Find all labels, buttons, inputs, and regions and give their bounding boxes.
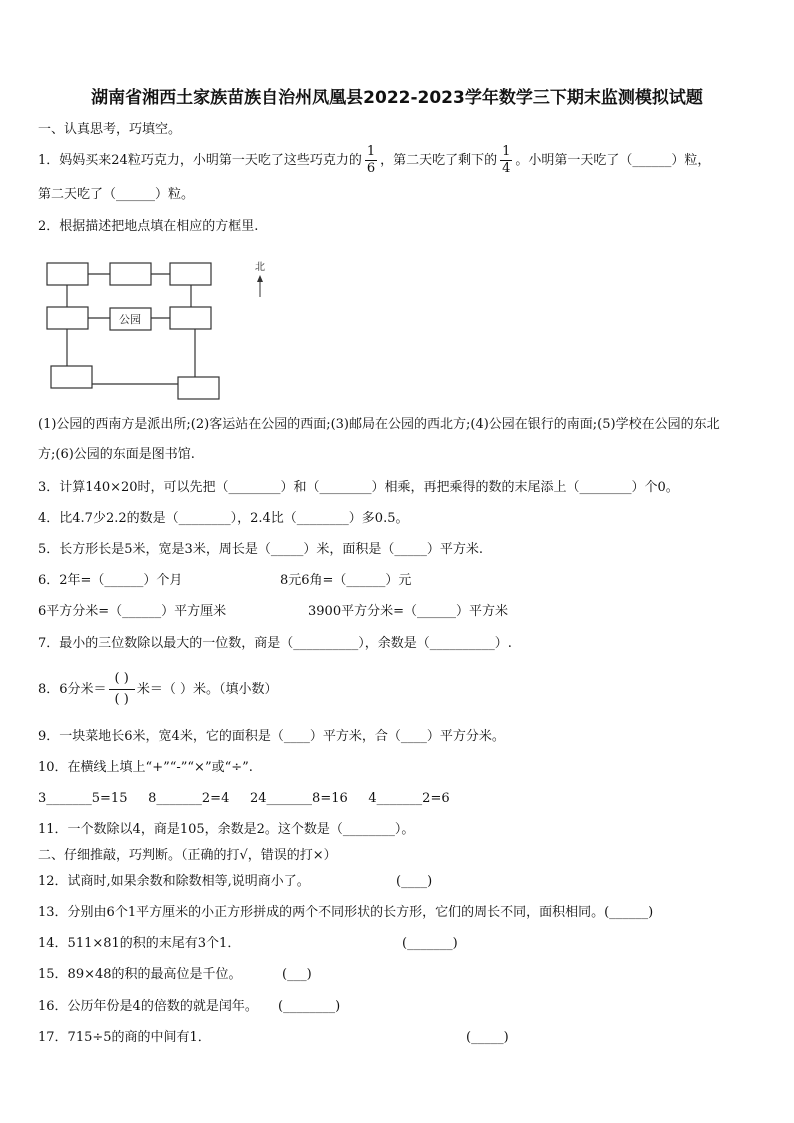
question-17-answer-blank: (_____) [466, 1030, 509, 1045]
question-14: 14．511×81的积的末尾有3个1． [38, 936, 241, 951]
question-10: 10．在横线上填上“+”“-”“×”或“÷”. [38, 760, 253, 775]
fraction-one-fourth [500, 145, 512, 175]
location-map-diagram [40, 252, 280, 402]
section-2-heading: 二、仔细推敲，巧判断。（正确的打√，错误的打×） [38, 848, 337, 863]
question-17: 17．715÷5的商的中间有1． [38, 1030, 211, 1045]
question-4: 4．比4.7少2.2的数是（________），2.4比（________）多0.5。 [38, 511, 409, 526]
question-15-answer-blank: (___) [282, 967, 312, 982]
question-10-items: 3_______5=15 8_______2=4 24_______8=16 4_______2=6 [38, 791, 450, 806]
question-6-part-c: 6平方分米=（______）平方厘米 [38, 604, 227, 619]
question-2: 2．根据描述把地点填在相应的方框里. [38, 219, 259, 234]
fraction-denominator: 4 [502, 160, 511, 176]
question-15: 15．89×48的积的最高位是千位。 [38, 967, 242, 982]
question-6-part-b: 8元6角=（______）元 [280, 573, 412, 588]
question-2-desc-line-2: 方;(6)公园的东面是图书馆. [38, 447, 195, 462]
question-1-line-2: 第二天吃了（______）粒。 [38, 187, 195, 202]
exam-title: 湖南省湘西土家族苗族自治州凤凰县2022-2023学年数学三下期末监测模拟试题 [91, 88, 703, 108]
fraction-numerator-blank: ( ) [109, 671, 135, 690]
map-box-west [47, 307, 88, 329]
north-label: 北 [255, 262, 265, 273]
question-14-answer-blank: (_______) [402, 936, 458, 951]
fraction-blank [109, 671, 135, 707]
map-box-southeast [178, 377, 219, 399]
q1-text-c: 。小明第一天吃了（______）粒， [515, 152, 711, 168]
question-3: 3．计算140×20时，可以先把（________）和（________）相乘，再把乘得的数的末尾添上（________）个0。 [38, 480, 679, 495]
q8-text-a: 8．6分米＝ [38, 681, 107, 697]
question-9: 9．一块菜地长6米，宽4米，它的面积是（____）平方米，合（____）平方分米。 [38, 729, 505, 744]
fraction-denominator-blank: ( ) [114, 691, 129, 707]
map-box-northeast [170, 263, 211, 285]
q1-text-a: 1．妈妈买来24粒巧克力，小明第一天吃了这些巧克力的 [38, 152, 362, 168]
question-11: 11．一个数除以4，商是105，余数是2。这个数是（________）。 [38, 822, 415, 837]
question-2-desc-line-1: (1)公园的西南方是派出所;(2)客运站在公园的西面;(3)邮局在公园的西北方;(4)公园在银行的南面;(5)学校在公园的东北 [38, 417, 720, 432]
question-12-answer-blank: (____) [396, 874, 433, 889]
map-box-north [110, 263, 151, 285]
map-park-label: 公园 [119, 313, 141, 326]
question-13: 13．分别由6个1平方厘米的小正方形拼成的两个不同形状的长方形，它们的周长不同，面积相同。(______) [38, 905, 654, 920]
section-1-heading: 一、认真思考，巧填空。 [38, 122, 182, 137]
fraction-numerator: 1 [366, 143, 376, 159]
question-1 [38, 143, 710, 177]
question-16: 16．公历年份是4的倍数的就是闰年。 [38, 999, 258, 1014]
fraction-one-sixth [365, 145, 377, 175]
north-arrow-head-icon [257, 275, 263, 282]
question-12: 12．试商时,如果余数和除数相等,说明商小了。 [38, 874, 310, 889]
q1-text-b: ，第二天吃了剩下的 [380, 152, 498, 168]
fraction-denominator: 6 [366, 160, 376, 176]
q8-text-b: 米＝（ ）米。（填小数） [136, 681, 278, 697]
question-6-part-d: 3900平方分米=（______）平方米 [308, 604, 508, 619]
question-7: 7．最小的三位数除以最大的一位数，商是（__________），余数是（__________）. [38, 636, 512, 651]
question-16-answer-blank: (________) [278, 999, 341, 1014]
map-box-east [170, 307, 211, 329]
fraction-numerator: 1 [502, 143, 511, 159]
map-box-northwest [47, 263, 88, 285]
question-8 [38, 667, 277, 711]
question-6-part-a: 6．2年=（______）个月 [38, 573, 183, 588]
map-box-southwest [51, 366, 92, 388]
question-5: 5．长方形长是5米，宽是3米，周长是（_____）米，面积是（_____）平方米. [38, 542, 483, 557]
